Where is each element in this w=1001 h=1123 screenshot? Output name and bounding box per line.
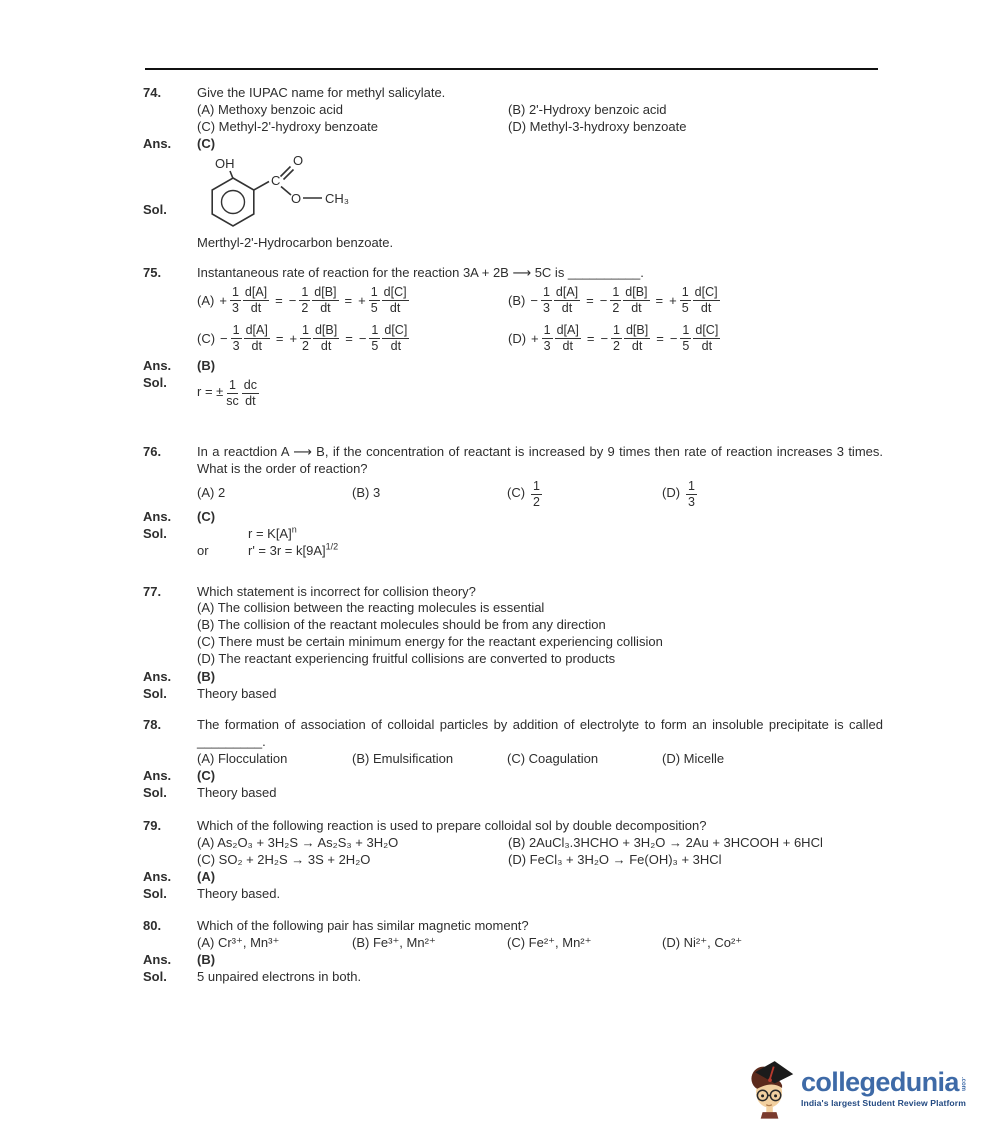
question-79 xyxy=(143,817,883,902)
option-d: (D) + $\frac{1}{3}$ $\frac{d[A]}{dt}$ = − $\frac{1}{2}$ $\frac{d[B]}{dt}$ = − $\frac{1}{5}$ $\frac{d[C]}{dt}$ xyxy=(508,322,719,353)
rate-equation: + $\frac{1}{3}$ $\frac{d[A]}{dt}$ = − $\frac{1}{2}$ $\frac{d[B]}{dt}$ = + $\frac{1}{5}$ $\frac{d[C]}{dt}$ xyxy=(219,284,407,315)
option-d: (D) $\frac{1}{3}$ xyxy=(662,478,695,509)
solution-label: Sol. xyxy=(143,685,167,701)
option-c: (C) Methyl-2'-hydroxy benzoate xyxy=(197,119,378,135)
question-77 xyxy=(143,583,883,701)
rate-equation: − $\frac{1}{3}$ $\frac{d[A]}{dt}$ = + $\frac{1}{2}$ $\frac{d[B]}{dt}$ = − $\frac{1}{5}$ $\frac{d[C]}{dt}$ xyxy=(220,322,408,353)
question-number: 78. xyxy=(143,716,162,732)
question-number: 74. xyxy=(143,85,162,101)
option-a: (A) Methoxy benzoic acid xyxy=(197,102,343,118)
structure-c-label: C xyxy=(271,173,281,189)
option-b: (B) 2'-Hydroxy benzoic acid xyxy=(508,102,667,118)
option-b: (B) Emulsification xyxy=(352,750,454,766)
option-c: (C) − $\frac{1}{3}$ $\frac{d[A]}{dt}$ = + $\frac{1}{2}$ $\frac{d[B]}{dt}$ = − $\frac{1}{5}$ $\frac{d[C]}{dt}$ xyxy=(197,322,408,353)
structure-o-right-label: O xyxy=(291,191,302,207)
answer-value: (B) xyxy=(197,951,216,967)
brand-tagline: India's largest Student Review Platform xyxy=(801,1097,966,1108)
question-number: 76. xyxy=(143,444,162,460)
question-number: 80. xyxy=(143,917,162,933)
option-c: (C) Fe²⁺, Mn²⁺ xyxy=(507,934,592,950)
question-text: Which of the following reaction is used to prepare colloidal sol by double decomposition? xyxy=(197,817,707,833)
answer-label: Ans. xyxy=(143,951,172,967)
solution-text: Theory based xyxy=(197,784,277,800)
answer-value: (C) xyxy=(197,509,216,525)
answer-value: (B) xyxy=(197,668,216,684)
option-a: (A) Cr³⁺, Mn³⁺ xyxy=(197,934,280,950)
answer-value: (B) xyxy=(197,358,216,374)
answer-value: (A) xyxy=(197,868,216,884)
option-a: (A) Flocculation xyxy=(197,750,288,766)
question-text: Instantaneous rate of reaction for the reaction 3A + 2B ⟶ 5C is __________. xyxy=(197,265,644,281)
solution-line-1: $r = K[A]^n$ xyxy=(248,525,297,542)
answer-label: Ans. xyxy=(143,358,172,374)
option-a: (A) + $\frac{1}{3}$ $\frac{d[A]}{dt}$ = − $\frac{1}{2}$ $\frac{d[B]}{dt}$ = + $\frac{1}{5}$ $\frac{d[C]}{dt}$ xyxy=(197,284,407,315)
structure-oh-label: OH xyxy=(215,156,235,172)
solution-text: Theory based. xyxy=(197,885,281,901)
answer-label: Ans. xyxy=(143,136,172,152)
option-c: (C) $\frac{1}{2}$ xyxy=(507,478,540,509)
solution-label: Sol. xyxy=(143,202,167,218)
solution-equation: r = ± $\frac{1}{sc}$ $\frac{dc}{dt}$ xyxy=(197,377,257,408)
question-75 xyxy=(143,264,883,409)
question-76 xyxy=(143,443,883,559)
question-number: 79. xyxy=(143,817,162,833)
option-a: (A) As₂O₃ + 3H₂S → As₂S₃ + 3H₂O xyxy=(197,834,399,850)
brand-suffix: .com xyxy=(959,1077,966,1092)
rate-equation: + $\frac{1}{3}$ $\frac{d[A]}{dt}$ = − $\frac{1}{2}$ $\frac{d[B]}{dt}$ = − $\frac{1}{5}$ $\frac{d[C]}{dt}$ xyxy=(531,322,719,353)
solution-label: Sol. xyxy=(143,375,167,391)
option-c: (C) Coagulation xyxy=(507,750,599,766)
option-d: (D) Ni²⁺, Co²⁺ xyxy=(662,934,743,950)
question-text: In a reactdion A ⟶ B, if the concentration of reactant is increased by 9 times then rate of reaction increases 3 times. What is the order of reaction? xyxy=(197,444,883,477)
option-b: (B) The collision of the reactant molecules should be from any direction xyxy=(197,617,606,633)
answer-value: (C) xyxy=(197,136,216,152)
answer-label: Ans. xyxy=(143,509,172,525)
answer-label: Ans. xyxy=(143,668,172,684)
solution-text: Theory based xyxy=(197,685,277,701)
option-a: (A) 2 xyxy=(197,485,226,501)
structure-o-top-label: O xyxy=(293,153,304,169)
option-d: (D) The reactant experiencing fruitful collisions are converted to products xyxy=(197,650,616,666)
methyl-salicylate-structure xyxy=(189,152,419,234)
solution-label: Sol. xyxy=(143,526,167,542)
option-d: (D) Micelle xyxy=(662,750,725,766)
structure-ch3-label: CH₃ xyxy=(325,191,350,207)
question-text: Give the IUPAC name for methyl salicylate. xyxy=(197,85,446,101)
question-74 xyxy=(143,84,883,251)
option-b: (B) 3 xyxy=(352,485,381,501)
question-text: Which of the following pair has similar magnetic moment? xyxy=(197,917,529,933)
option-c: (C) There must be certain minimum energy for the reactant experiencing collision xyxy=(197,633,663,649)
solution-line-2: or $r' = 3r = k[9A]^{1/2}$ xyxy=(197,542,339,559)
question-text: The formation of association of colloidal particles by addition of electrolyte to form an insoluble precipitate is called _________. xyxy=(197,716,883,749)
option-b: (B) Fe³⁺, Mn²⁺ xyxy=(352,934,436,950)
top-rule xyxy=(145,68,878,70)
collegedunia-logo xyxy=(744,1056,966,1120)
option-d: (D) FeCl₃ + 3H₂O → Fe(OH)₃ + 3HCl xyxy=(508,851,722,867)
answer-value: (C) xyxy=(197,767,216,783)
rate-equation: − $\frac{1}{3}$ $\frac{d[A]}{dt}$ = − $\frac{1}{2}$ $\frac{d[B]}{dt}$ = + $\frac{1}{5}$ $\frac{d[C]}{dt}$ xyxy=(530,284,718,315)
solution-label: Sol. xyxy=(143,784,167,800)
option-c: (C) SO₂ + 2H₂S → 3S + 2H₂O xyxy=(197,851,371,867)
answer-label: Ans. xyxy=(143,868,172,884)
solution-text: 5 unpaired electrons in both. xyxy=(197,968,362,984)
solution-label: Sol. xyxy=(143,885,167,901)
option-b: (B) 2AuCl₃.3HCHO + 3H₂O → 2Au + 3HCOOH + 6HCl xyxy=(508,834,823,850)
brand-name: collegedunia xyxy=(801,1066,959,1097)
question-number: 77. xyxy=(143,584,162,600)
option-b: (B) − $\frac{1}{3}$ $\frac{d[A]}{dt}$ = − $\frac{1}{2}$ $\frac{d[B]}{dt}$ = + $\frac{1}{5}$ $\frac{d[C]}{dt}$ xyxy=(508,284,718,315)
question-number: 75. xyxy=(143,265,162,281)
mascot-icon xyxy=(744,1056,796,1120)
question-78 xyxy=(143,716,883,801)
question-text: Which statement is incorrect for collision theory? xyxy=(197,584,476,600)
solution-text: Merthyl-2'-Hydrocarbon benzoate. xyxy=(197,235,394,251)
question-80 xyxy=(143,917,883,985)
answer-label: Ans. xyxy=(143,767,172,783)
solution-label: Sol. xyxy=(143,968,167,984)
option-d: (D) Methyl-3-hydroxy benzoate xyxy=(508,119,687,135)
option-a: (A) The collision between the reacting molecules is essential xyxy=(197,600,545,616)
